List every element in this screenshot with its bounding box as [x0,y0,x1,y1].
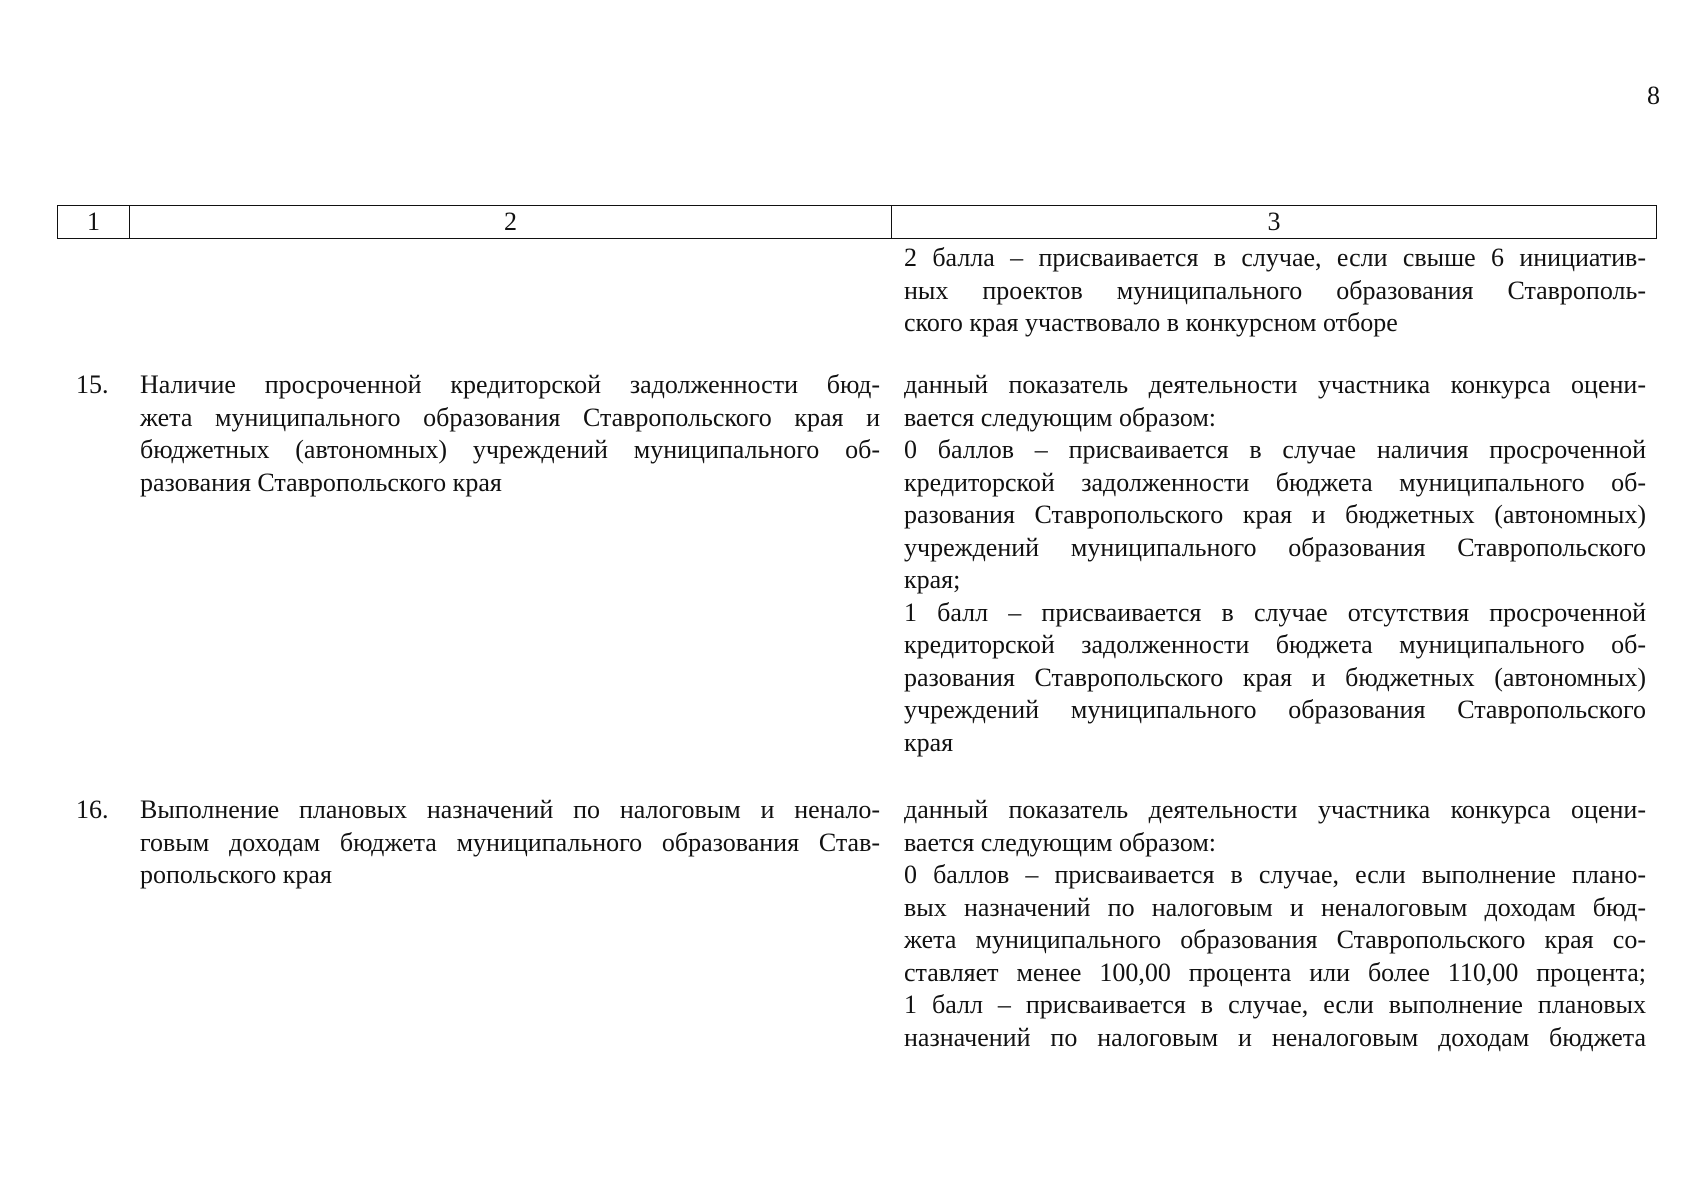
header-cell-col3: 3 [891,206,1656,238]
text-line: ных проектов муниципального образования Ставрополь- [904,275,1646,305]
text-line: вается следующим образом: [904,827,1217,857]
header-cell-col1: 1 [87,207,100,236]
text-line: назначений по налоговым и неналоговым доходам бюджета [904,1022,1646,1052]
text-line: 1 балл – присваивается в случае отсутствия просроченной [904,597,1646,627]
text-line: данный показатель деятельности участника конкурса оцени- [904,795,1646,824]
row-number: 15. [76,370,109,399]
row-number: 16. [76,795,109,824]
text-line: вается следующим образом: [904,402,1217,432]
text-line: Наличие просроченной кредиторской задолженности бюд- [140,370,880,399]
text-line: края [904,727,954,757]
text-line: 2 балла – присваивается в случае, если свыше 6 инициатив- [904,243,1646,272]
text-line: 0 баллов – присваивается в случае наличия просроченной [904,435,1646,464]
text-line: разования Ставропольского края и бюджетных (автономных) [904,500,1646,529]
row-evaluation [904,369,1646,759]
page-number: 8 [1647,81,1660,110]
row-criterion [140,794,880,892]
text-line: учреждений муниципального образования Ставропольского [904,532,1646,562]
text-line: вых назначений по налоговым и неналоговым доходам бюд- [904,892,1646,922]
text-line: кредиторской задолженности бюджета муниципального об- [904,630,1646,659]
text-line: бюджетных (автономных) учреждений муниципального об- [140,435,880,464]
text-line: данный показатель деятельности участника конкурса оцени- [904,370,1646,399]
text-line: края; [904,565,961,594]
text-line: ского края участвовало в конкурсном отборе [904,308,1398,337]
continuation-evaluation [904,242,1646,340]
text-line: жета муниципального образования Ставропольского края и [140,402,880,432]
text-line: разования Ставропольского края [140,467,502,497]
text-line: разования Ставропольского края и бюджетных (автономных) [904,662,1646,692]
text-line: 1 балл – присваивается в случае, если выполнение плановых [904,990,1646,1019]
text-line: говым доходам бюджета муниципального образования Став- [140,827,880,857]
header-cell-col2: 2 [129,206,891,238]
text-line: жета муниципального образования Ставропольского края со- [904,925,1646,954]
text-line: Выполнение плановых назначений по налоговым и ненало- [140,795,880,824]
text-line: 0 баллов – присваивается в случае, если выполнение плано- [904,860,1646,889]
text-line: ставляет менее 100,00 процента или более 110,00 процента; [904,957,1646,987]
text-line: кредиторской задолженности бюджета муниципального об- [904,467,1646,497]
text-line: ропольского края [140,860,332,889]
row-evaluation [904,794,1646,1054]
table-header-row [57,205,1657,239]
row-criterion [140,369,880,499]
text-line: учреждений муниципального образования Ставропольского [904,695,1646,724]
